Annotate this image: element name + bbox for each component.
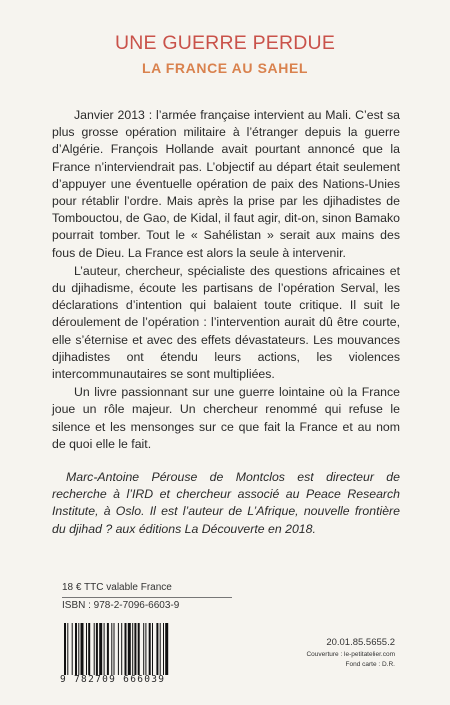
summary-paragraph-2: L’auteur, chercheur, spécialiste des questions africaines et du djihadisme, écoute les partisans de l’opération Serval, les déclarations d’intention qui balaient toute critique. Il suit le déroulement de l’opération : l’intervention aurait dû être courte, elle s’éternise et avec des effets dévastateurs. Les mouvances djihadistes ont étendu leurs actions, les violences intercommunautaires se sont multipliées. — [52, 263, 400, 382]
barcode-digits: 9 782709 666039 — [60, 674, 166, 685]
publisher-codes — [306, 638, 395, 670]
back-cover-text — [52, 107, 400, 539]
reference-number: 20.01.85.5655.2 — [326, 637, 395, 648]
summary-paragraph-1: Janvier 2013 : l’armée française intervient au Mali. C’est sa plus grosse opération militaire à l’étranger depuis la guerre d’Algérie. François Hollande avait pourtant annoncé que la France n’interviendrait pas. L’objectif au départ était seulement d’appuyer une éventuelle opération de paix des Nations-Unies pour rétablir l’ordre. Mais après la prise par les djihadistes de Tombouctou, de Gao, de Kidal, il faut agir, dit-on, sinon Bamako pourrait tomber. Tout le « Sahélistan » serait aux mains des fous de Dieu. La France est alors la seule à intervenir. — [52, 108, 400, 260]
price-block — [62, 580, 232, 614]
map-credit: Fond carte : D.R. — [345, 661, 395, 668]
isbn: ISBN : 978-2-7096-6603-9 — [62, 600, 180, 611]
author-bio: Marc-Antoine Pérouse de Montclos est directeur de recherche à l’IRD et chercheur associé au Peace Research Institute, à Oslo. Il est l’auteur de L’Afrique, nouvelle frontière du djihad ? aux éditions La Découverte en 2018. — [52, 470, 400, 536]
book-subtitle: LA FRANCE AU SAHEL — [141, 60, 309, 76]
barcode-icon — [62, 623, 200, 675]
cover-credit: Couverture : le-petitatelier.com — [306, 651, 395, 658]
summary-paragraph-3: Un livre passionnant sur une guerre lointaine où la France joue un rôle majeur. Un chercheur renommé qui refuse le silence et les mensonges sur ce que fait la France et au nom de quoi elle le fait. — [52, 385, 400, 451]
price: 18 € TTC valable France — [62, 580, 232, 598]
book-title: UNE GUERRE PERDUE — [114, 32, 336, 54]
